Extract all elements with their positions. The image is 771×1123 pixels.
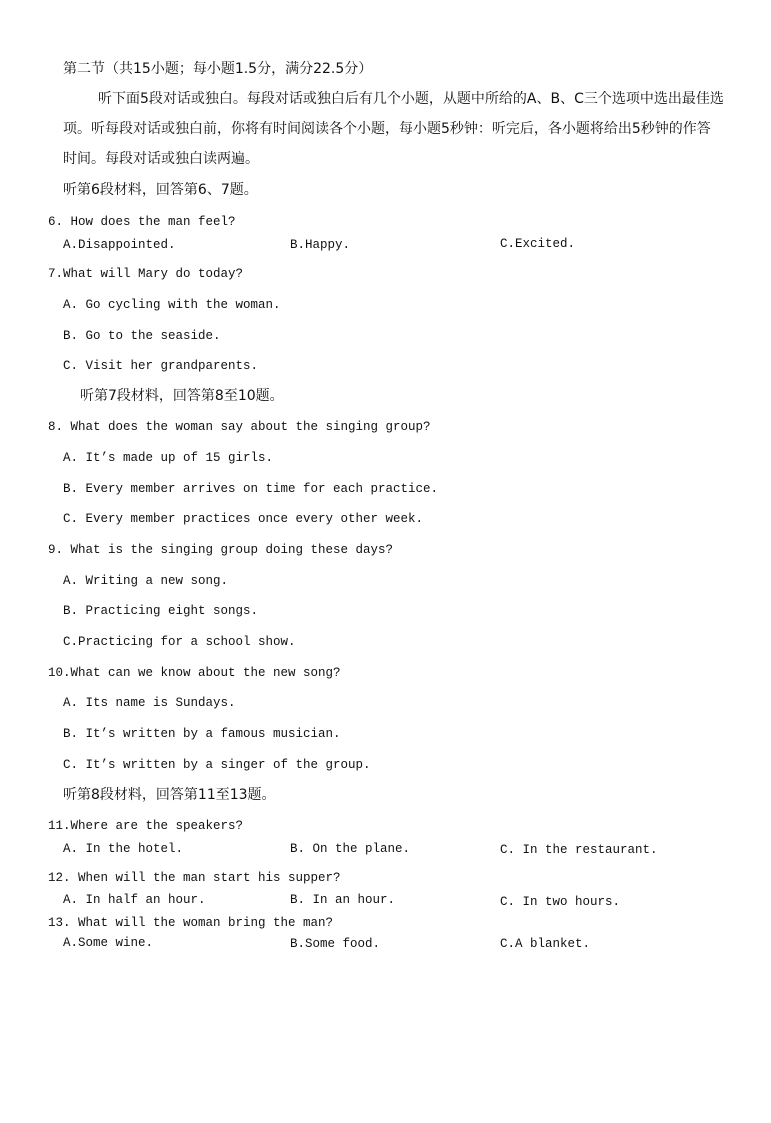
question-stem: 9. What is the singing group doing these days? (48, 543, 394, 557)
option-c: C. It’s written by a singer of the group. (63, 758, 371, 772)
option-b: B. On the plane. (290, 842, 411, 856)
option-a: A. In the hotel. (63, 842, 184, 856)
group-intro: 听第8段材料，回答第11至13题。 (63, 787, 276, 803)
option-b: B. Practicing eight songs. (63, 604, 259, 618)
option-b: B. In an hour. (290, 893, 396, 907)
option-b: B. Go to the seaside. (63, 329, 221, 343)
option-a: A.Some wine. (63, 936, 154, 950)
option-a: A. In half an hour. (63, 893, 206, 907)
option-b: B. It’s written by a famous musician. (63, 727, 341, 741)
option-c: C. Visit her grandparents. (63, 359, 259, 373)
question-stem: 11.Where are the speakers? (48, 819, 244, 833)
question-stem: 6. How does the man feel? (48, 215, 236, 229)
question-stem: 12. When will the man start his supper? (48, 871, 341, 885)
option-c: C. Every member practices once every other week. (63, 512, 424, 526)
instruction-line-3: 时间。每段对话或独白读两遍。 (63, 151, 259, 167)
option-b: B.Happy. (290, 238, 351, 252)
group-intro: 听第7段材料，回答第8至10题。 (80, 388, 284, 404)
option-c: C.Practicing for a school show. (63, 635, 296, 649)
instruction-line-1: 听下面5段对话或独白。每段对话或独白后有几个小题，从题中所给的A、B、C三个选项中选出最佳选 (98, 91, 724, 107)
question-stem: 7.What will Mary do today? (48, 267, 244, 281)
option-b: B.Some food. (290, 937, 381, 951)
option-c: C. In two hours. (500, 895, 621, 909)
option-a: A. Writing a new song. (63, 574, 229, 588)
option-c: C. In the restaurant. (500, 843, 658, 857)
section-heading: 第二节（共15小题；每小题1.5分，满分22.5分） (63, 61, 373, 77)
option-c: C.A blanket. (500, 937, 591, 951)
option-a: A. Its name is Sundays. (63, 696, 236, 710)
option-b: B. Every member arrives on time for each practice. (63, 482, 439, 496)
option-c: C.Excited. (500, 237, 576, 251)
group-intro: 听第6段材料，回答第6、7题。 (63, 182, 258, 198)
instruction-line-2: 项。听每段对话或独白前，你将有时间阅读各个小题，每小题5秒钟：听完后，各小题将给出5秒钟的作答 (63, 121, 711, 137)
option-a: A.Disappointed. (63, 238, 176, 252)
question-stem: 13. What will the woman bring the man? (48, 916, 334, 930)
question-stem: 8. What does the woman say about the singing group? (48, 420, 431, 434)
question-stem: 10.What can we know about the new song? (48, 666, 341, 680)
option-a: A. It’s made up of 15 girls. (63, 451, 274, 465)
option-a: A. Go cycling with the woman. (63, 298, 281, 312)
